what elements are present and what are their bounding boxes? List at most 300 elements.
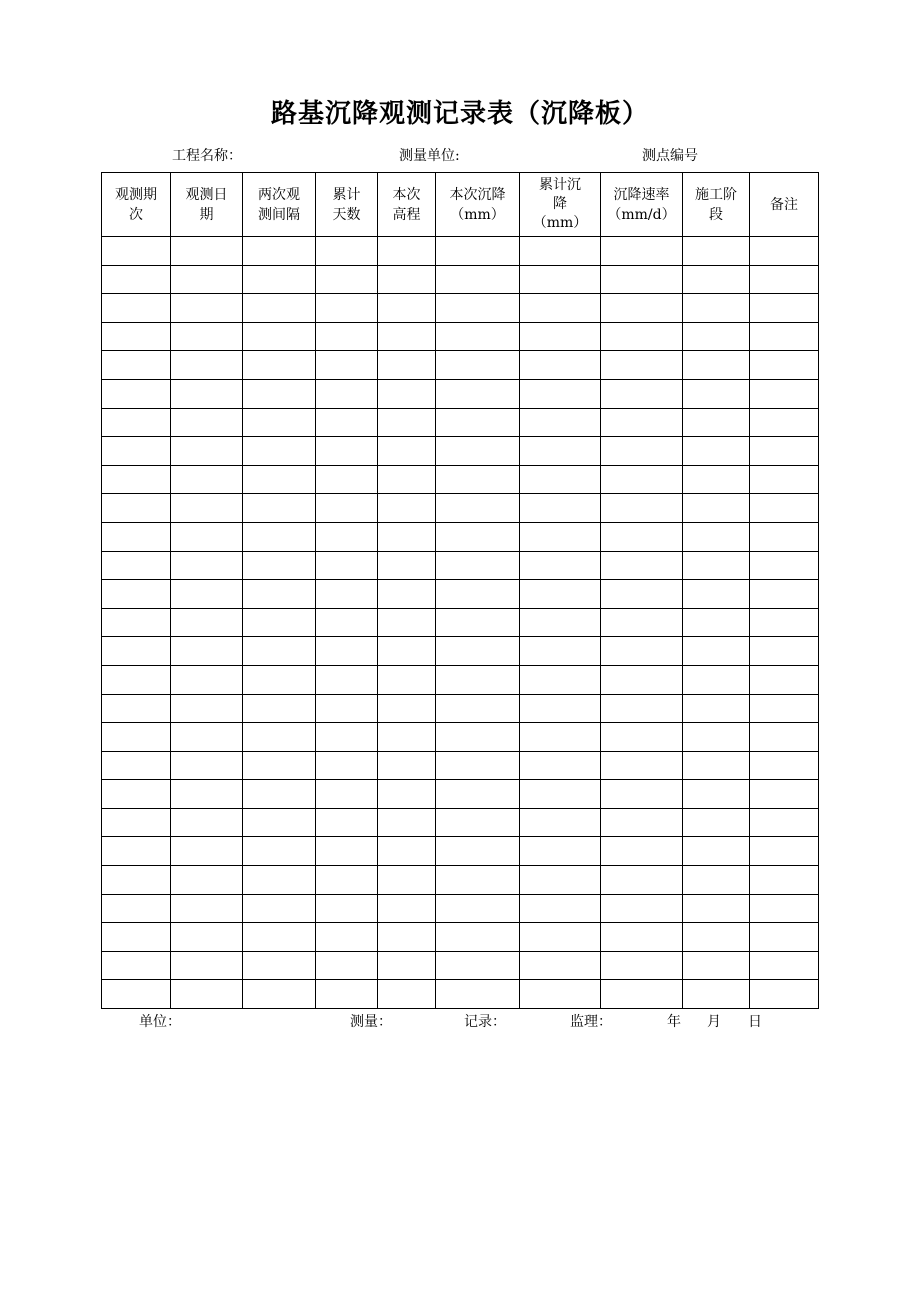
table-cell[interactable] [243,723,316,752]
record-table [101,172,819,1009]
table-cell[interactable] [436,408,520,437]
table-cell[interactable] [243,265,316,294]
table-row [102,437,819,466]
table-cell[interactable] [683,437,750,466]
table-cell[interactable] [750,522,819,551]
table-cell[interactable] [378,608,436,637]
table-cell[interactable] [520,694,601,723]
table-cell[interactable] [316,637,378,666]
table-cell[interactable] [683,751,750,780]
table-cell[interactable] [102,837,171,866]
table-row [102,408,819,437]
table-cell[interactable] [378,894,436,923]
table-cell[interactable] [750,866,819,895]
table-cell[interactable] [436,551,520,580]
table-cell[interactable] [243,837,316,866]
table-cell[interactable] [316,294,378,323]
table-cell[interactable] [316,379,378,408]
table-cell[interactable] [102,437,171,466]
table-cell[interactable] [601,408,683,437]
table-cell[interactable] [102,723,171,752]
table-cell[interactable] [171,379,243,408]
table-cell[interactable] [601,980,683,1009]
table-cell[interactable] [378,866,436,895]
table-cell[interactable] [436,265,520,294]
table-cell[interactable] [171,751,243,780]
table-cell[interactable] [171,866,243,895]
table-cell[interactable] [601,894,683,923]
table-cell[interactable] [436,694,520,723]
table-cell[interactable] [378,665,436,694]
table-cell[interactable] [601,751,683,780]
table-cell[interactable] [436,637,520,666]
table-cell[interactable] [171,951,243,980]
table-cell[interactable] [601,637,683,666]
table-cell[interactable] [601,723,683,752]
table-cell[interactable] [601,837,683,866]
table-row [102,951,819,980]
table-cell[interactable] [750,923,819,952]
table-cell[interactable] [683,294,750,323]
table-row [102,379,819,408]
table-cell[interactable] [102,265,171,294]
table-cell[interactable] [750,237,819,266]
table-cell[interactable] [601,551,683,580]
table-cell[interactable] [378,751,436,780]
table-cell[interactable] [750,751,819,780]
table-cell[interactable] [243,465,316,494]
header-cell-date: 观测日 期 [171,173,243,237]
table-cell[interactable] [601,694,683,723]
table-cell[interactable] [316,351,378,380]
table-cell[interactable] [436,322,520,351]
table-cell[interactable] [520,265,601,294]
table-cell[interactable] [171,608,243,637]
table-cell[interactable] [102,894,171,923]
table-cell[interactable] [601,494,683,523]
header-cell-current-settlement: 本次沉降 （mm） [436,173,520,237]
footer-supervise-label: 监理： [570,1014,612,1030]
table-cell[interactable] [378,351,436,380]
table-cell[interactable] [171,494,243,523]
table-cell[interactable] [102,379,171,408]
table-cell[interactable] [171,665,243,694]
table-cell[interactable] [683,494,750,523]
table-cell[interactable] [378,294,436,323]
table-cell[interactable] [171,551,243,580]
table-cell[interactable] [243,694,316,723]
table-cell[interactable] [436,294,520,323]
table-cell[interactable] [436,723,520,752]
table-cell[interactable] [750,379,819,408]
table-cell[interactable] [378,637,436,666]
table-cell[interactable] [378,951,436,980]
table-cell[interactable] [316,723,378,752]
table-cell[interactable] [316,551,378,580]
table-cell[interactable] [436,808,520,837]
footer-unit-label: 单位： [139,1014,181,1030]
table-cell[interactable] [683,637,750,666]
table-cell[interactable] [243,551,316,580]
table-row [102,837,819,866]
table-cell[interactable] [102,751,171,780]
table-cell[interactable] [683,980,750,1009]
table-cell[interactable] [243,894,316,923]
table-cell[interactable] [436,437,520,466]
table-cell[interactable] [171,322,243,351]
table-cell[interactable] [378,408,436,437]
table-cell[interactable] [750,837,819,866]
table-cell[interactable] [171,808,243,837]
table-cell[interactable] [601,923,683,952]
table-cell[interactable] [243,379,316,408]
table-cell[interactable] [378,694,436,723]
table-cell[interactable] [243,494,316,523]
table-cell[interactable] [520,351,601,380]
table-cell[interactable] [750,322,819,351]
table-cell[interactable] [171,980,243,1009]
header-row [102,173,819,237]
table-cell[interactable] [436,951,520,980]
table-cell[interactable] [520,237,601,266]
table-cell[interactable] [378,265,436,294]
table-cell[interactable] [601,580,683,609]
table-cell[interactable] [316,751,378,780]
table-cell[interactable] [243,751,316,780]
table-cell[interactable] [243,808,316,837]
table-cell[interactable] [750,580,819,609]
table-cell[interactable] [171,294,243,323]
table-cell[interactable] [683,837,750,866]
table-cell[interactable] [102,808,171,837]
table-cell[interactable] [378,437,436,466]
table-cell[interactable] [102,694,171,723]
table-cell[interactable] [102,866,171,895]
header-cell-period: 观测期 次 [102,173,171,237]
header-cell-cumulative-days: 累计 天数 [316,173,378,237]
table-cell[interactable] [171,237,243,266]
table-cell[interactable] [683,723,750,752]
table-cell[interactable] [243,322,316,351]
table-cell[interactable] [171,837,243,866]
table-cell[interactable] [683,808,750,837]
table-cell[interactable] [102,637,171,666]
table-cell[interactable] [750,780,819,809]
table-cell[interactable] [243,923,316,952]
table-cell[interactable] [601,294,683,323]
header-cell-elevation: 本次 高程 [378,173,436,237]
table-cell[interactable] [520,608,601,637]
table-cell[interactable] [378,837,436,866]
table-cell[interactable] [436,494,520,523]
table-cell[interactable] [683,379,750,408]
table-cell[interactable] [316,780,378,809]
table-cell[interactable] [601,437,683,466]
table-cell[interactable] [601,265,683,294]
table-cell[interactable] [436,379,520,408]
table-row [102,237,819,266]
table-cell[interactable] [316,894,378,923]
table-cell[interactable] [378,923,436,952]
table-cell[interactable] [601,608,683,637]
table-cell[interactable] [102,551,171,580]
table-cell[interactable] [243,780,316,809]
table-cell[interactable] [436,608,520,637]
table-cell[interactable] [243,237,316,266]
table-cell[interactable] [683,780,750,809]
table-cell[interactable] [683,237,750,266]
table-cell[interactable] [520,808,601,837]
table-cell[interactable] [316,694,378,723]
table-cell[interactable] [316,437,378,466]
table-cell[interactable] [520,494,601,523]
table-cell[interactable] [520,866,601,895]
table-cell[interactable] [601,951,683,980]
table-row [102,322,819,351]
table-cell[interactable] [102,522,171,551]
table-cell[interactable] [750,265,819,294]
table-cell[interactable] [683,322,750,351]
table-cell[interactable] [520,465,601,494]
table-cell[interactable] [316,237,378,266]
table-row [102,808,819,837]
table-cell[interactable] [378,723,436,752]
table-cell[interactable] [601,866,683,895]
table-cell[interactable] [316,951,378,980]
table-cell[interactable] [316,665,378,694]
table-cell[interactable] [316,494,378,523]
table-cell[interactable] [750,665,819,694]
table-cell[interactable] [102,951,171,980]
table-cell[interactable] [601,465,683,494]
table-cell[interactable] [171,780,243,809]
table-cell[interactable] [316,265,378,294]
table-cell[interactable] [520,379,601,408]
project-name-label: 工程名称： [172,148,242,164]
table-cell[interactable] [683,951,750,980]
table-cell[interactable] [243,980,316,1009]
table-cell[interactable] [243,351,316,380]
table-cell[interactable] [378,379,436,408]
table-cell[interactable] [436,923,520,952]
table-cell[interactable] [436,351,520,380]
table-cell[interactable] [243,522,316,551]
table-cell[interactable] [520,665,601,694]
table-cell[interactable] [316,980,378,1009]
table-cell[interactable] [520,322,601,351]
table-cell[interactable] [436,580,520,609]
table-cell[interactable] [436,465,520,494]
table-cell[interactable] [378,237,436,266]
table-cell[interactable] [683,522,750,551]
table-cell[interactable] [683,665,750,694]
table-cell[interactable] [750,808,819,837]
table-cell[interactable] [520,751,601,780]
table-cell[interactable] [520,780,601,809]
table-cell[interactable] [243,437,316,466]
table-cell[interactable] [102,237,171,266]
footer-day-label: 日 [748,1014,762,1030]
table-cell[interactable] [171,351,243,380]
table-cell[interactable] [378,522,436,551]
table-cell[interactable] [436,780,520,809]
table-cell[interactable] [683,265,750,294]
table-cell[interactable] [243,608,316,637]
table-cell[interactable] [520,837,601,866]
table-row [102,894,819,923]
table-cell[interactable] [750,723,819,752]
table-cell[interactable] [102,322,171,351]
table-cell[interactable] [243,408,316,437]
table-cell[interactable] [102,294,171,323]
table-cell[interactable] [378,980,436,1009]
table-cell[interactable] [102,351,171,380]
footer-record-label: 记录： [464,1014,506,1030]
table-cell[interactable] [520,894,601,923]
table-cell[interactable] [750,408,819,437]
table-cell[interactable] [520,294,601,323]
table-cell[interactable] [378,322,436,351]
table-cell[interactable] [171,522,243,551]
table-cell[interactable] [316,837,378,866]
table-cell[interactable] [243,580,316,609]
table-cell[interactable] [171,408,243,437]
table-cell[interactable] [102,494,171,523]
table-cell[interactable] [436,522,520,551]
table-cell[interactable] [750,437,819,466]
table-cell[interactable] [683,866,750,895]
table-cell[interactable] [102,923,171,952]
table-cell[interactable] [750,608,819,637]
table-cell[interactable] [436,866,520,895]
table-cell[interactable] [750,294,819,323]
table-cell[interactable] [750,980,819,1009]
table-cell[interactable] [683,923,750,952]
table-row [102,265,819,294]
table-cell[interactable] [683,408,750,437]
table-row [102,866,819,895]
table-cell[interactable] [683,608,750,637]
table-cell[interactable] [171,923,243,952]
table-row [102,665,819,694]
table-cell[interactable] [378,551,436,580]
table-cell[interactable] [102,780,171,809]
table-cell[interactable] [601,322,683,351]
table-cell[interactable] [520,723,601,752]
table-cell[interactable] [102,580,171,609]
table-cell[interactable] [750,494,819,523]
table-cell[interactable] [750,951,819,980]
table-cell[interactable] [750,551,819,580]
table-cell[interactable] [436,837,520,866]
table-cell[interactable] [683,894,750,923]
table-cell[interactable] [243,866,316,895]
table-row [102,780,819,809]
table-cell[interactable] [601,665,683,694]
footer-year-label: 年 [667,1014,681,1030]
table-cell[interactable] [520,637,601,666]
table-cell[interactable] [601,237,683,266]
table-cell[interactable] [102,665,171,694]
table-cell[interactable] [171,580,243,609]
table-cell[interactable] [316,580,378,609]
table-cell[interactable] [683,580,750,609]
table-cell[interactable] [601,522,683,551]
table-cell[interactable] [683,694,750,723]
table-cell[interactable] [243,294,316,323]
table-cell[interactable] [520,522,601,551]
table-cell[interactable] [378,465,436,494]
table-cell[interactable] [601,808,683,837]
table-cell[interactable] [316,408,378,437]
table-cell[interactable] [520,551,601,580]
table-cell[interactable] [436,665,520,694]
table-cell[interactable] [520,923,601,952]
table-cell[interactable] [378,780,436,809]
table-row [102,580,819,609]
table-cell[interactable] [436,751,520,780]
table-cell[interactable] [102,608,171,637]
table-cell[interactable] [683,351,750,380]
table-cell[interactable] [243,637,316,666]
table-cell[interactable] [520,580,601,609]
table-cell[interactable] [520,951,601,980]
table-cell[interactable] [102,980,171,1009]
table-cell[interactable] [171,894,243,923]
table-cell[interactable] [750,465,819,494]
table-cell[interactable] [520,437,601,466]
table-cell[interactable] [683,465,750,494]
table-cell[interactable] [601,780,683,809]
table-cell[interactable] [243,951,316,980]
table-cell[interactable] [750,637,819,666]
table-cell[interactable] [102,408,171,437]
table-cell[interactable] [316,866,378,895]
table-cell[interactable] [436,894,520,923]
table-cell[interactable] [683,551,750,580]
table-cell[interactable] [520,408,601,437]
table-cell[interactable] [750,351,819,380]
table-cell[interactable] [171,637,243,666]
table-cell[interactable] [171,437,243,466]
table-cell[interactable] [601,351,683,380]
table-cell[interactable] [102,465,171,494]
table-cell[interactable] [750,894,819,923]
table-cell[interactable] [171,723,243,752]
table-cell[interactable] [601,379,683,408]
table-cell[interactable] [750,694,819,723]
table-cell[interactable] [520,980,601,1009]
table-cell[interactable] [243,665,316,694]
table-cell[interactable] [378,808,436,837]
table-row [102,465,819,494]
table-cell[interactable] [171,465,243,494]
table-cell[interactable] [378,494,436,523]
table-cell[interactable] [378,580,436,609]
table-cell[interactable] [436,237,520,266]
table-cell[interactable] [171,694,243,723]
table-cell[interactable] [316,608,378,637]
table-cell[interactable] [316,322,378,351]
page-title: 路基沉降观测记录表（沉降板） [270,99,649,129]
table-cell[interactable] [316,465,378,494]
table-cell[interactable] [316,808,378,837]
table-row [102,694,819,723]
table-cell[interactable] [171,265,243,294]
table-cell[interactable] [316,522,378,551]
table-cell[interactable] [316,923,378,952]
table-cell[interactable] [436,980,520,1009]
